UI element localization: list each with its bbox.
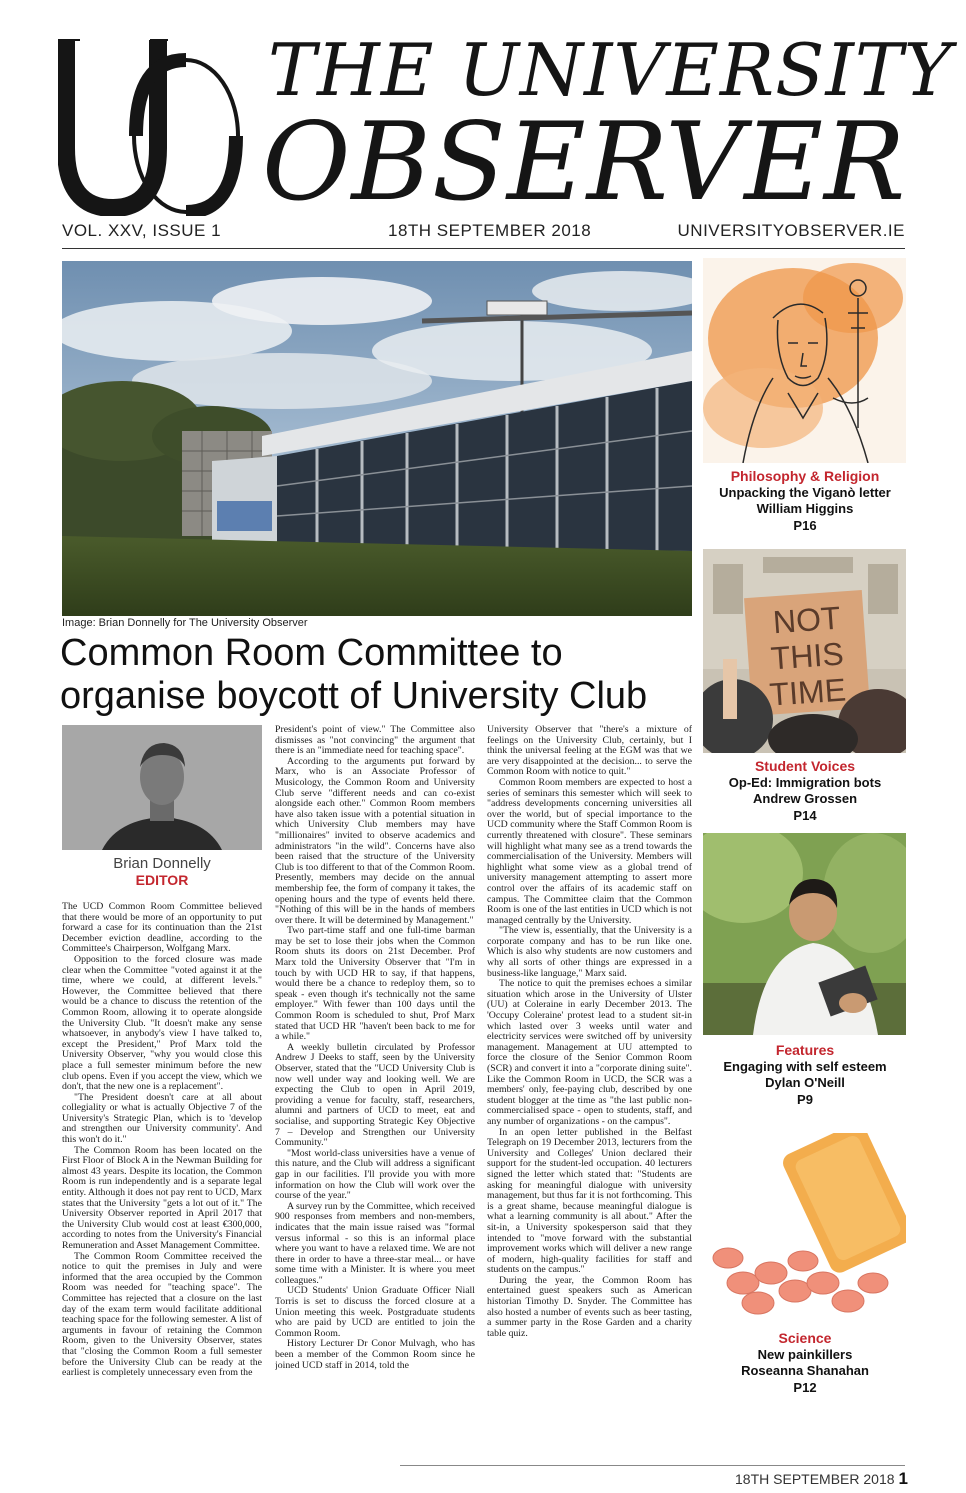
sidebar-teaser-philosophy[interactable]	[700, 468, 910, 534]
volume-issue: VOL. XXV, ISSUE 1	[62, 221, 222, 240]
article-paragraph: In an open letter published in the Belfast Telegraph on 19 December 2013, lecturers from the University and Colleges' Union declared their support for the student-led occupation. 40 lecturers signed the letter which stated that: "Students are asking for meaningful dialogue with university management, but thus far it is not forthcoming. This is a great shame, because meaningful dialogue is what a learning community is all about." After the sit-in, a University spokesperson said that they intended to "move forward with the substantial improvement works which will deliver a new range of modern, high-quality facilities for staff and students on the campus."	[487, 1126, 692, 1276]
masthead-title-line2: OBSERVER	[262, 100, 907, 225]
article-column-1	[62, 902, 262, 1442]
article-paragraph: "The view is, essentially, that the University is a corporate company and has to be run like one. Which is also why students are now customers and why all sorts of other things are expressed in a business-like language," Marx said.	[487, 925, 692, 979]
article-column-2	[275, 725, 475, 1442]
sidebar-title: Unpacking the Viganò letter	[719, 484, 891, 500]
masthead-meta-row	[62, 221, 905, 245]
lead-headline[interactable]: Common Room Committee to organise boycott of University Club	[60, 632, 648, 717]
article-paragraph: Two part-time staff and one full-time barman may be set to lose their jobs when the Common Room shuts its doors on 21st December. Prof Marx told the University Observer that "I'm in touch by with UCD HR to say, if that happens, would there be a chance to redeploy them, so to speak - even though it's technically not the same employer." With fewer than 100 days until the Common Room is scheduled to shut, Prof Marx stated that UCD HR "haven't been back to me for a while."	[275, 925, 475, 1043]
issue-date: 18TH SEPTEMBER 2018	[388, 221, 592, 240]
article-paragraph: The Common Room has been located on the First Floor of Block A in the Newman Building for almost 43 years. Despite its location, the Common Room is run independently and is a separate legal entity. Although it does not pay rent to UCD, Marx states that the University "gets a lot out of it." The University Observer reported in April 2017 that the University Club would cost at least €300,000, according to notes from the University's Financial Remuneration and Asset Management Committee.	[62, 1144, 262, 1251]
article-paragraph: History Lecturer Dr Conor Mulvagh, who has been a member of the Common Room since he joined UCD staff in 2014, told the	[275, 1338, 475, 1371]
sidebar-image-student-voices[interactable]	[703, 549, 906, 753]
article-paragraph: A weekly bulletin circulated by Professor Andrew J Deeks to staff, seen by the University Observer, stated that the "UCD University Club is now well under way and looking well. We are expecting the Club to open in April 2019, providing a venue for faculty, staff, researchers, alumni and partners of UCD to meet, eat and socialise, and supporting Strategic Key Objective 7 – Develop and Strengthen our University Community."	[275, 1041, 475, 1149]
author-portrait	[62, 725, 262, 850]
sidebar-section: Student Voices	[754, 758, 856, 774]
sidebar-page: P12	[793, 1379, 817, 1395]
sign-text-line: NOT	[771, 599, 842, 641]
lead-photo	[62, 261, 692, 616]
sidebar-title: Engaging with self esteem	[723, 1058, 887, 1074]
author-name: Brian Donnelly	[113, 855, 211, 872]
article-paragraph: Opposition to the forced closure was made clear when the Committee "voted against it at the time, where we could, at different levels." However, the Committee believed that there would be a chance to discuss the retention of the Common Room, allowing it to operate alongside the University Club. "It doesn't make any sense whatsoever, in anybody's view I have talked to, except the President," Prof Marx told the University Observer, "why you would close this place a full semester minimum before the new club opens. Even if you accept the view, which we don't, that the new one is a replacement".	[62, 953, 262, 1093]
masthead-divider	[62, 248, 905, 249]
sidebar-author: Andrew Grossen	[752, 791, 858, 806]
lead-photo-caption: Image: Brian Donnelly for The University Observer	[62, 617, 308, 629]
sidebar-section: Science	[778, 1330, 832, 1346]
page-number: 1	[898, 1469, 908, 1488]
article-paragraph: University Observer that "there's a mixture of feelings on the University Club, certainly, but I think the universal feeling at the EGM was that we are very disappointed at the decision... to serve the Common Room with notice to quit."	[487, 725, 692, 778]
article-paragraph: During the year, the Common Room has entertained guest speakers such as American historian Timothy D. Snyder. The Committee has also hosted a number of events such as beer tasting, a summer party in the Rose Garden and a charity table quiz.	[487, 1274, 692, 1339]
article-paragraph: President's point of view." The Committee also dismisses as "not convincing" the argument that there is an "immediate need for teaching space".	[275, 725, 475, 757]
footer-date: 18TH SEPTEMBER 2018	[735, 1471, 895, 1487]
sidebar-image-science[interactable]	[703, 1133, 906, 1323]
sidebar-title: Op-Ed: Immigration bots	[728, 774, 882, 790]
article-paragraph: The notice to quit the premises echoes a similar situation which arose in the University of Ulster (UU) at Coleraine in early December 2013. The 'Occupy Coleraine' protest lead to a student sit-in which lasted over 3 weeks until water and electricity services were switched off by university management. Management at UU attempted to force the closure of the Senior Common Room (SCR) and convert it into a "corporate dining suite". Like the Common Room in UCD, the SCR was a members' only, fee-paying club, described by one student blogger at the time as "the last public non-commercialised space - open to students, staff, and any number of organizations - on the campus".	[487, 978, 692, 1127]
sidebar-teaser-science[interactable]	[700, 1330, 910, 1396]
article-paragraph: The UCD Common Room Committee believed that there would be more of an opportunity to put forward a case for its continuation than the 21st December eviction deadline, according to the Committee's Chairperson, Wolfgang Marx.	[62, 902, 262, 955]
sidebar-page: P16	[793, 517, 817, 533]
article-paragraph: A survey run by the Committee, which received 900 responses from members and non-members, indicates that the main issue raised was "formal versus informal - so this is an informal place where you want to have a relaxed time. We are not there in order to have a three-star meal... or have some time with a Minister. It is where you meet colleagues."	[275, 1200, 475, 1286]
sidebar-section: Philosophy & Religion	[730, 468, 880, 484]
article-paragraph: "Most world-class universities have a venue of this nature, and the Club will address a significant gap in our facilities. I'll provide you with more information on how the Club will work over the course of the year."	[275, 1147, 475, 1202]
sidebar-page: P9	[797, 1091, 813, 1107]
sidebar-image-philosophy[interactable]	[703, 258, 906, 463]
article-paragraph: UCD Students' Union Graduate Officer Niall Torris is set to discuss the forced closure at a Union meeting this week. Postgraduate students who are paid by UCD are entitled to join the Common Room.	[275, 1285, 475, 1339]
website-link[interactable]: UNIVERSITYOBSERVER.IE	[677, 221, 905, 240]
article-paragraph: The Common Room Committee received the notice to quit the premises in July and were informed that the area occupied by the Common Room was needed for "teaching space". The Committee has rejected that a closure on the last day of the exam term would facilitate additional teaching space for the following semester. A list of arguments in favour of retaining the Common Room, given to the University Observer, states that "closing the Common Room a full semester before the University Club can be ready at the earliest is completely unnecessary even from the	[62, 1250, 262, 1379]
sidebar-image-features[interactable]	[703, 833, 906, 1035]
sidebar-section: Features	[775, 1042, 835, 1058]
article-column-3	[487, 725, 692, 1442]
sign-text-line: TIME	[768, 671, 848, 713]
masthead-title-line1: THE UNIVERSITY	[268, 28, 953, 112]
sidebar-title: New painkillers	[757, 1346, 853, 1362]
article-paragraph: Common Room members are expected to host a series of seminars this semester which will seek to "address developments concerning universities all over the world, but of special importance to the UCD community where the Staff Common Room is currently threatened with closure". These seminars will highlight what many see as a trend towards the commercialisation of the University. Members will highlight what some view as a global trend of university management attempting to assert more control over the affairs of its academic staff on campus. The Committee claim that the Common Room is one of the last entities in UCD which is not managed centrally by the University.	[487, 776, 692, 926]
uo-monogram-logo	[58, 38, 248, 216]
article-paragraph: According to the arguments put forward by Marx, who is an Associate Professor of Musicology, the Common Room and University Club serve "different needs and can co-exist alongside each other." Common Room members have also taken issue with a potential situation in which University Club members may have "millionaires" invited to observe academics and administrators "in the wild". Concerns have also been raised that the structure of the University Club is too different to that of the Common Room. Presently, members may decide on the annual membership fee, the form of company it takes, the opening hours and the type of events held there. "Nothing of this will be in the hands of members over there. It will be determined by Management."	[275, 755, 475, 926]
sidebar-author: Dylan O'Neill	[765, 1075, 845, 1090]
author-role: EDITOR	[135, 872, 189, 888]
sidebar-author: William Higgins	[756, 501, 854, 516]
sidebar-teaser-features[interactable]	[700, 1042, 910, 1108]
footer-divider	[400, 1465, 905, 1466]
masthead-logo	[58, 38, 248, 216]
article-paragraph: "The President doesn't care at all about collegiality or what is actually Objective 7 of the University's Strategic Plan, which is to 'develop and strengthen our University community'. And this won't do it."	[62, 1091, 262, 1146]
page-folio	[700, 1469, 908, 1489]
sidebar-author: Roseanna Shanahan	[741, 1363, 869, 1378]
sidebar-page: P14	[793, 807, 817, 823]
sidebar-teaser-student-voices[interactable]	[700, 758, 910, 824]
sign-text-line: THIS	[769, 635, 845, 677]
